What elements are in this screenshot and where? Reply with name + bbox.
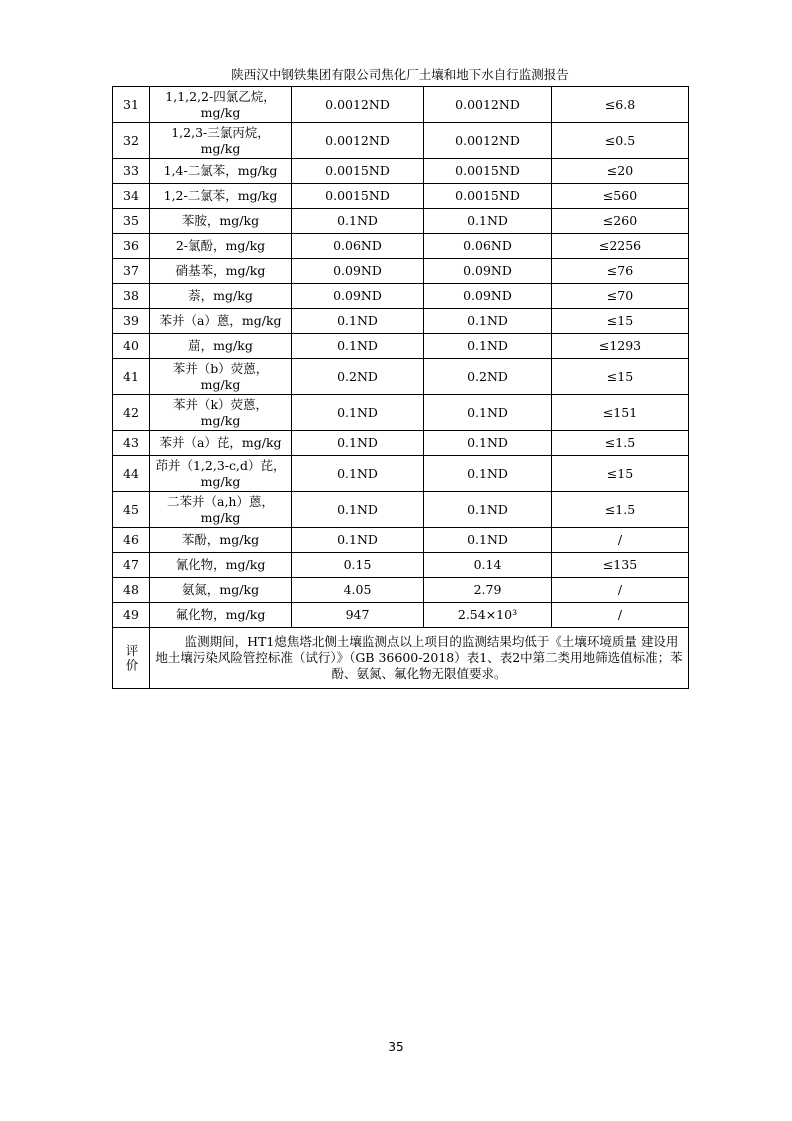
screening-limit: / xyxy=(552,603,689,628)
table-row xyxy=(113,395,689,431)
analyte-name: 苯胺，mg/kg xyxy=(150,209,292,234)
table-row xyxy=(113,234,689,259)
screening-limit: ≤15 xyxy=(552,309,689,334)
analyte-name: 二苯并（a,h）蒽，mg/kg xyxy=(150,492,292,528)
row-number: 43 xyxy=(113,431,150,456)
result-2: 0.0015ND xyxy=(424,159,552,184)
result-2: 0.1ND xyxy=(424,431,552,456)
table-row xyxy=(113,334,689,359)
analyte-name: 苯并（a）蒽，mg/kg xyxy=(150,309,292,334)
result-1: 0.0015ND xyxy=(292,159,424,184)
analyte-name: 1,2-二氯苯，mg/kg xyxy=(150,184,292,209)
table-body xyxy=(113,87,689,689)
row-number: 42 xyxy=(113,395,150,431)
result-1: 0.06ND xyxy=(292,234,424,259)
screening-limit: ≤0.5 xyxy=(552,123,689,159)
page-number: 35 xyxy=(388,1040,404,1054)
table-row xyxy=(113,553,689,578)
row-number: 40 xyxy=(113,334,150,359)
analyte-name: 苯并（a）芘，mg/kg xyxy=(150,431,292,456)
table-row xyxy=(113,87,689,123)
result-2: 0.0015ND xyxy=(424,184,552,209)
screening-limit: ≤15 xyxy=(552,359,689,395)
screening-limit: ≤135 xyxy=(552,553,689,578)
row-number: 44 xyxy=(113,456,150,492)
result-2: 0.0012ND xyxy=(424,87,552,123)
result-2: 0.2ND xyxy=(424,359,552,395)
analyte-name: 苯并（k）荧蒽，mg/kg xyxy=(150,395,292,431)
screening-limit: ≤560 xyxy=(552,184,689,209)
result-1: 0.09ND xyxy=(292,284,424,309)
row-number: 47 xyxy=(113,553,150,578)
result-1: 0.0012ND xyxy=(292,123,424,159)
result-2: 0.1ND xyxy=(424,334,552,359)
row-number: 41 xyxy=(113,359,150,395)
result-1: 0.1ND xyxy=(292,431,424,456)
analyte-name: 萘，mg/kg xyxy=(150,284,292,309)
screening-limit: ≤2256 xyxy=(552,234,689,259)
screening-limit: ≤1.5 xyxy=(552,492,689,528)
row-number: 32 xyxy=(113,123,150,159)
result-1: 4.05 xyxy=(292,578,424,603)
remark-label: 评价 xyxy=(113,628,150,689)
result-1: 0.0012ND xyxy=(292,87,424,123)
result-1: 0.1ND xyxy=(292,456,424,492)
row-number: 34 xyxy=(113,184,150,209)
row-number: 49 xyxy=(113,603,150,628)
row-number: 37 xyxy=(113,259,150,284)
result-1: 0.1ND xyxy=(292,395,424,431)
monitoring-results-table xyxy=(112,86,689,689)
row-number: 38 xyxy=(113,284,150,309)
row-number: 31 xyxy=(113,87,150,123)
result-2: 0.1ND xyxy=(424,209,552,234)
table-row xyxy=(113,456,689,492)
remark-text: 监测期间，HT1熄焦塔北侧土壤监测点以上项目的监测结果均低于《土壤环境质量 建设用地土壤污染风险管控标准（试行）》（GB 36600-2018）表1、表2中第二类用地筛选值标准；苯酚、氨氮、氟化物无限值要求。 xyxy=(150,628,689,689)
result-1: 947 xyxy=(292,603,424,628)
analyte-name: 氨氮，mg/kg xyxy=(150,578,292,603)
screening-limit: / xyxy=(552,578,689,603)
screening-limit: ≤15 xyxy=(552,456,689,492)
analyte-name: 硝基苯，mg/kg xyxy=(150,259,292,284)
remark-row xyxy=(113,628,689,689)
table-row xyxy=(113,159,689,184)
result-2: 0.1ND xyxy=(424,395,552,431)
table-row xyxy=(113,284,689,309)
result-2: 0.1ND xyxy=(424,492,552,528)
page-header: 陕西汉中钢铁集团有限公司焦化厂土壤和地下水自行监测报告 xyxy=(231,67,569,82)
table-row xyxy=(113,603,689,628)
screening-limit: ≤1293 xyxy=(552,334,689,359)
row-number: 39 xyxy=(113,309,150,334)
result-1: 0.15 xyxy=(292,553,424,578)
result-1: 0.1ND xyxy=(292,528,424,553)
row-number: 36 xyxy=(113,234,150,259)
result-2: 0.0012ND xyxy=(424,123,552,159)
analyte-name: 2-氯酚，mg/kg xyxy=(150,234,292,259)
analyte-name: 1,2,3-三氯丙烷，mg/kg xyxy=(150,123,292,159)
analyte-name: 茚并（1,2,3-c,d）芘，mg/kg xyxy=(150,456,292,492)
analyte-name: 䓛，mg/kg xyxy=(150,334,292,359)
analyte-name: 1,1,2,2-四氯乙烷，mg/kg xyxy=(150,87,292,123)
table-row xyxy=(113,431,689,456)
row-number: 35 xyxy=(113,209,150,234)
analyte-name: 1,4-二氯苯，mg/kg xyxy=(150,159,292,184)
result-1: 0.1ND xyxy=(292,492,424,528)
result-1: 0.1ND xyxy=(292,334,424,359)
table-row xyxy=(113,123,689,159)
screening-limit: ≤20 xyxy=(552,159,689,184)
result-2: 0.14 xyxy=(424,553,552,578)
result-1: 0.1ND xyxy=(292,309,424,334)
result-1: 0.1ND xyxy=(292,209,424,234)
table-row xyxy=(113,359,689,395)
result-2: 0.09ND xyxy=(424,259,552,284)
screening-limit: ≤1.5 xyxy=(552,431,689,456)
result-1: 0.2ND xyxy=(292,359,424,395)
result-1: 0.0015ND xyxy=(292,184,424,209)
result-2: 0.1ND xyxy=(424,528,552,553)
screening-limit: ≤151 xyxy=(552,395,689,431)
screening-limit: ≤260 xyxy=(552,209,689,234)
screening-limit: ≤76 xyxy=(552,259,689,284)
analyte-name: 苯并（b）荧蒽，mg/kg xyxy=(150,359,292,395)
table-row xyxy=(113,309,689,334)
screening-limit: ≤6.8 xyxy=(552,87,689,123)
row-number: 48 xyxy=(113,578,150,603)
result-2: 0.1ND xyxy=(424,309,552,334)
table-row xyxy=(113,528,689,553)
result-2: 2.79 xyxy=(424,578,552,603)
table-row xyxy=(113,259,689,284)
result-2: 0.09ND xyxy=(424,284,552,309)
result-1: 0.09ND xyxy=(292,259,424,284)
analyte-name: 氟化物，mg/kg xyxy=(150,603,292,628)
table-row xyxy=(113,209,689,234)
result-2: 2.54×10³ xyxy=(424,603,552,628)
table-row xyxy=(113,184,689,209)
result-2: 0.06ND xyxy=(424,234,552,259)
result-2: 0.1ND xyxy=(424,456,552,492)
analyte-name: 氰化物，mg/kg xyxy=(150,553,292,578)
table-row xyxy=(113,578,689,603)
analyte-name: 苯酚，mg/kg xyxy=(150,528,292,553)
screening-limit: ≤70 xyxy=(552,284,689,309)
screening-limit: / xyxy=(552,528,689,553)
row-number: 45 xyxy=(113,492,150,528)
row-number: 33 xyxy=(113,159,150,184)
row-number: 46 xyxy=(113,528,150,553)
table-row xyxy=(113,492,689,528)
